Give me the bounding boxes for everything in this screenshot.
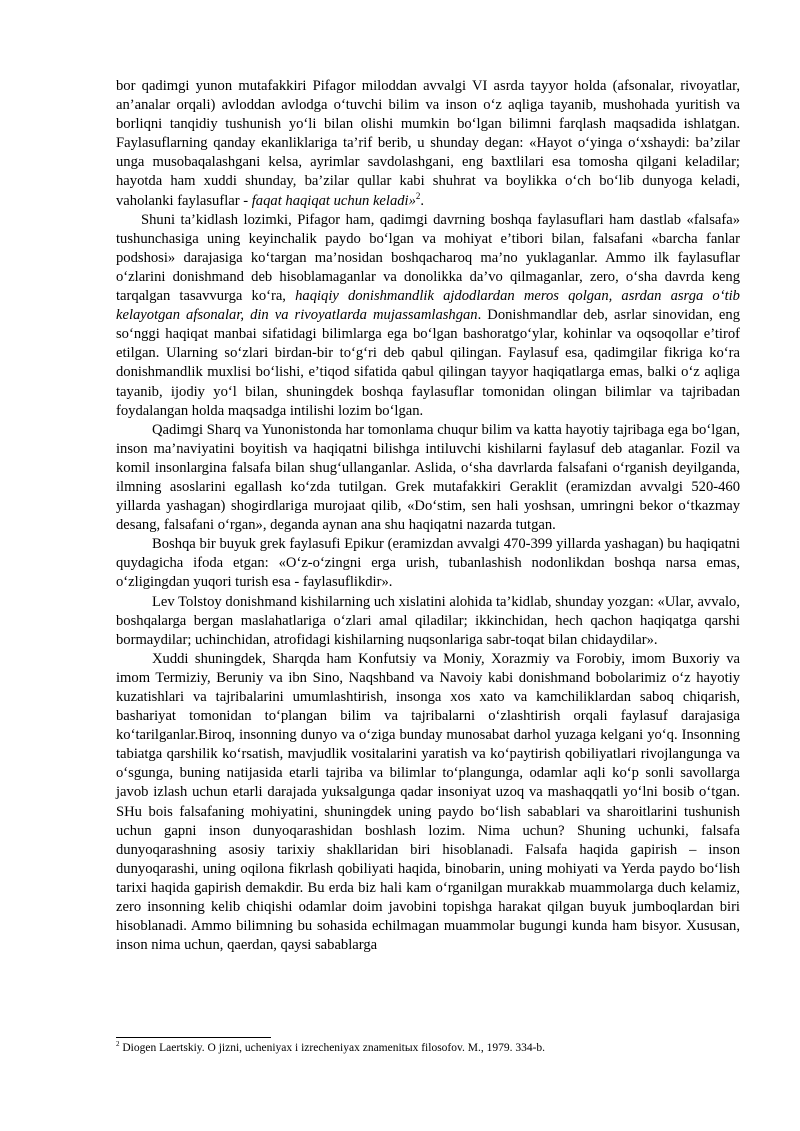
text-span: Lev Tolstoy donishmand kishilarning uch xislatini alohida ta’kidlab, shunday yozgan: «Ular, avvalo, boshqalarga bergan maslahatlariga o‘zlari amal qiladilar; ikkinchidan, hech qachon haqiqatga qarshi bormaydilar; uchinchidan, atrofidagi kishilarning nuqsonlariga sabr-toqat bilan chidaydilar». — [116, 593, 740, 648]
text-span: Shuni ta’kidlash lozimki, Pifagor ham, qadimgi davrning boshqa faylasuflari ham dastlab «falsafa» tushunchasiga uning keyinchalik paydo bo‘lgan va mohiyat e’tibori bilan, falsafani «barcha fanlar podshosi» darajasiga ko‘targan ma’nosidan boshqacharoq ma’no yuklaganlar. Ammo ilk faylasuflar o‘zlarini donishmand deb hisoblamaganlar va donolikka da’vo qilmaganlar, zero, o‘sha davrda keng tarqalgan tasavvurga ko‘ra, — [116, 211, 740, 305]
footnote-marker: 2 — [116, 1040, 120, 1049]
body-text — [116, 77, 740, 955]
text-span: Qadimgi Sharq va Yunonistonda har tomonlama chuqur bilim va katta hayotiy tajribaga ega bo‘lgan, inson ma’naviyatini boyitish va haqiqatni bilishga intiluvchi kishilarni faylasuf deb ataganlar. Fozil va komil insonlargina falsafa bilan shug‘ullanganlar. Aslida, o‘sha davrlarda falsafani o‘rganish deyilganda, ilmning asoslarini egallash ko‘zda tutilgan. Grek mutafakkiri Geraklit (eramizdan avvalgi 520-460 yillarda yashagan) shogirdlariga murojaat qilib, «Do‘stim, sen hali yoshsan, umringni bekor o‘tkazmay desang, falsafani o‘rgan», deganda aynan ana shu haqiqatni nazarda tutgan. — [116, 421, 740, 534]
footnote-text: Diogen Laertskiy. O jizni, ucheniyax i izrecheniyax znamenitыx filosofov. M., 1979. 334-b. — [119, 1042, 546, 1054]
italic-span: faqat haqiqat uchun keladi» — [251, 192, 416, 209]
text-span: . Donishmandlar deb, asrlar sinovidan, eng so‘nggi haqiqat manbai sifatidagi bilimlarga ega bo‘lgan bashoratgo‘ylar, kohinlar va oqsoqollar e’tirof etilgan. Ularning so‘zlari birdan-bir to‘g‘ri deb qabul qilingan. Faylasuf esa, qadimgilar fikriga ko‘ra donishmandlik muxlisi bo‘lishi, e’tiqod sifatida qabul qilingan tayyor haqiqatlarga emas, balki o‘z aqliga tayanib, ijodiy yo‘l bilan, shuningdek boshqa faylasuflar tomonidan olingan bilimlar va tajribadan foydalangan holda maqsadga intilishi lozim bo‘lgan. — [116, 307, 740, 419]
footnote-ref: 2 — [415, 190, 421, 201]
text-span: . — [420, 192, 425, 209]
paragraph-4 — [116, 535, 740, 592]
footnote-separator — [116, 1037, 271, 1038]
footnote — [116, 1041, 740, 1055]
text-span: bor qadimgi yunon mutafakkiri Pifagor miloddan avvalgi VI asrda tayyor holda (afsonalar, rivoyatlar, an’analar orqali) avloddan avlodga o‘tuvchi bilim va inson o‘z aqliga tayanib, mushohada yuritish va borliqni tanqidiy tushunish yo‘li bilan olishi mumkin bo‘lgan bilimni farqlash maqsadida ishlatgan. Faylasuflarning qanday ekanliklariga ta’rif berib, u shunday degan: «Hayot o‘yinga o‘xshaydi: ba’zilar unga musobaqalashgani kelsa, ayrimlar savdolashgani, eng baxtlilari esa tomosha qilgani keladilar; hayotda ham xuddi shunday, ba’zilar qullar kabi shuhrat va boylikka o‘ch bo‘lib dunyoga keladi, vaholanki faylasuflar - — [116, 78, 740, 209]
paragraph-5 — [116, 593, 740, 650]
paragraph-3 — [116, 421, 740, 536]
paragraph-2 — [116, 211, 740, 421]
text-span: Xuddi shuningdek, Sharqda ham Konfutsiy va Moniy, Xorazmiy va Forobiy, imom Buxoriy va imom Termiziy, Beruniy va ibn Sino, Naqshband va Navoiy kabi donishmand bobolarimiz o‘z hayotiy kuzatishlari va tajribalarini umumlashtirish, insonga xos xato va kamchiliklardan saboq chiqarish, bashariyat tomonidan to‘plangan bilim va tajribalarni o‘zlashtirish orqali faylasuf darajasiga ko‘tarilganlar.Biroq, insonning dunyo va o‘ziga bunday munosabat darhol yuzaga kelgani yo‘q. Insonning tabiatga qarshilik ko‘rsatish, mavjudlik vositalarini yaratish va ko‘paytirish qobiliyatlari rivojlangunga va o‘sgunga, buning natijasida etarli tajriba va bilimlar to‘plangunga, odamlar aqli ko‘p sonli savollarga javob izlash uchun etarli darajada yuksalgunga qadar insoniyat uzoq va mashaqqatli yo‘lni bosib o‘tgan. SHu bois falsafaning mohiyatini, shuningdek uning paydo bo‘lish sabablari va sharoitlarini tushunish uchun gapni inson dunyoqarashidan boshlash lozim. Nima uchun? Shuning uchunki, falsafa dunyoqarashning asosiy tarixiy shakllaridan biri hisoblanadi. Falsafa haqida gapirish – inson dunyoqarashi, uning oqilona fikrlash qobiliyati haqida, binobarin, uning mohiyati va Yerda paydo bo‘lish tarixi haqida gapirish demakdir. Bu erda biz hali kam o‘rganilgan murakkab muammolarga duch kelamiz, zero insonning kelib chiqishi odamlar doim javobini topishga harakat qilgan buyuk jumboqlardan biri hisoblanadi. Ammo bilimning bu sohasida echilmagan muammolar bugungi kunda ham bisyor. Xususan, inson nima uchun, qaerdan, qaysi sabablarga — [116, 650, 740, 954]
italic-span: haqiqiy donishmandlik ajdodlardan meros qolgan, asrdan asrga o‘tib kelayotgan afsonalar, din va rivoyatlarda mujassamlashgan — [116, 288, 740, 324]
text-span: Boshqa bir buyuk grek faylasufi Epikur (eramizdan avvalgi 470-399 yillarda yashagan) bu haqiqatni quydagicha ifoda etgan: «O‘z-o‘zingni erga urish, tubanlashish nodonlikdan boshqa narsa emas, o‘zligingdan yuqori turish esa - faylasuflikdir». — [116, 536, 740, 591]
paragraph-1 — [116, 77, 740, 211]
paragraph-6 — [116, 650, 740, 956]
